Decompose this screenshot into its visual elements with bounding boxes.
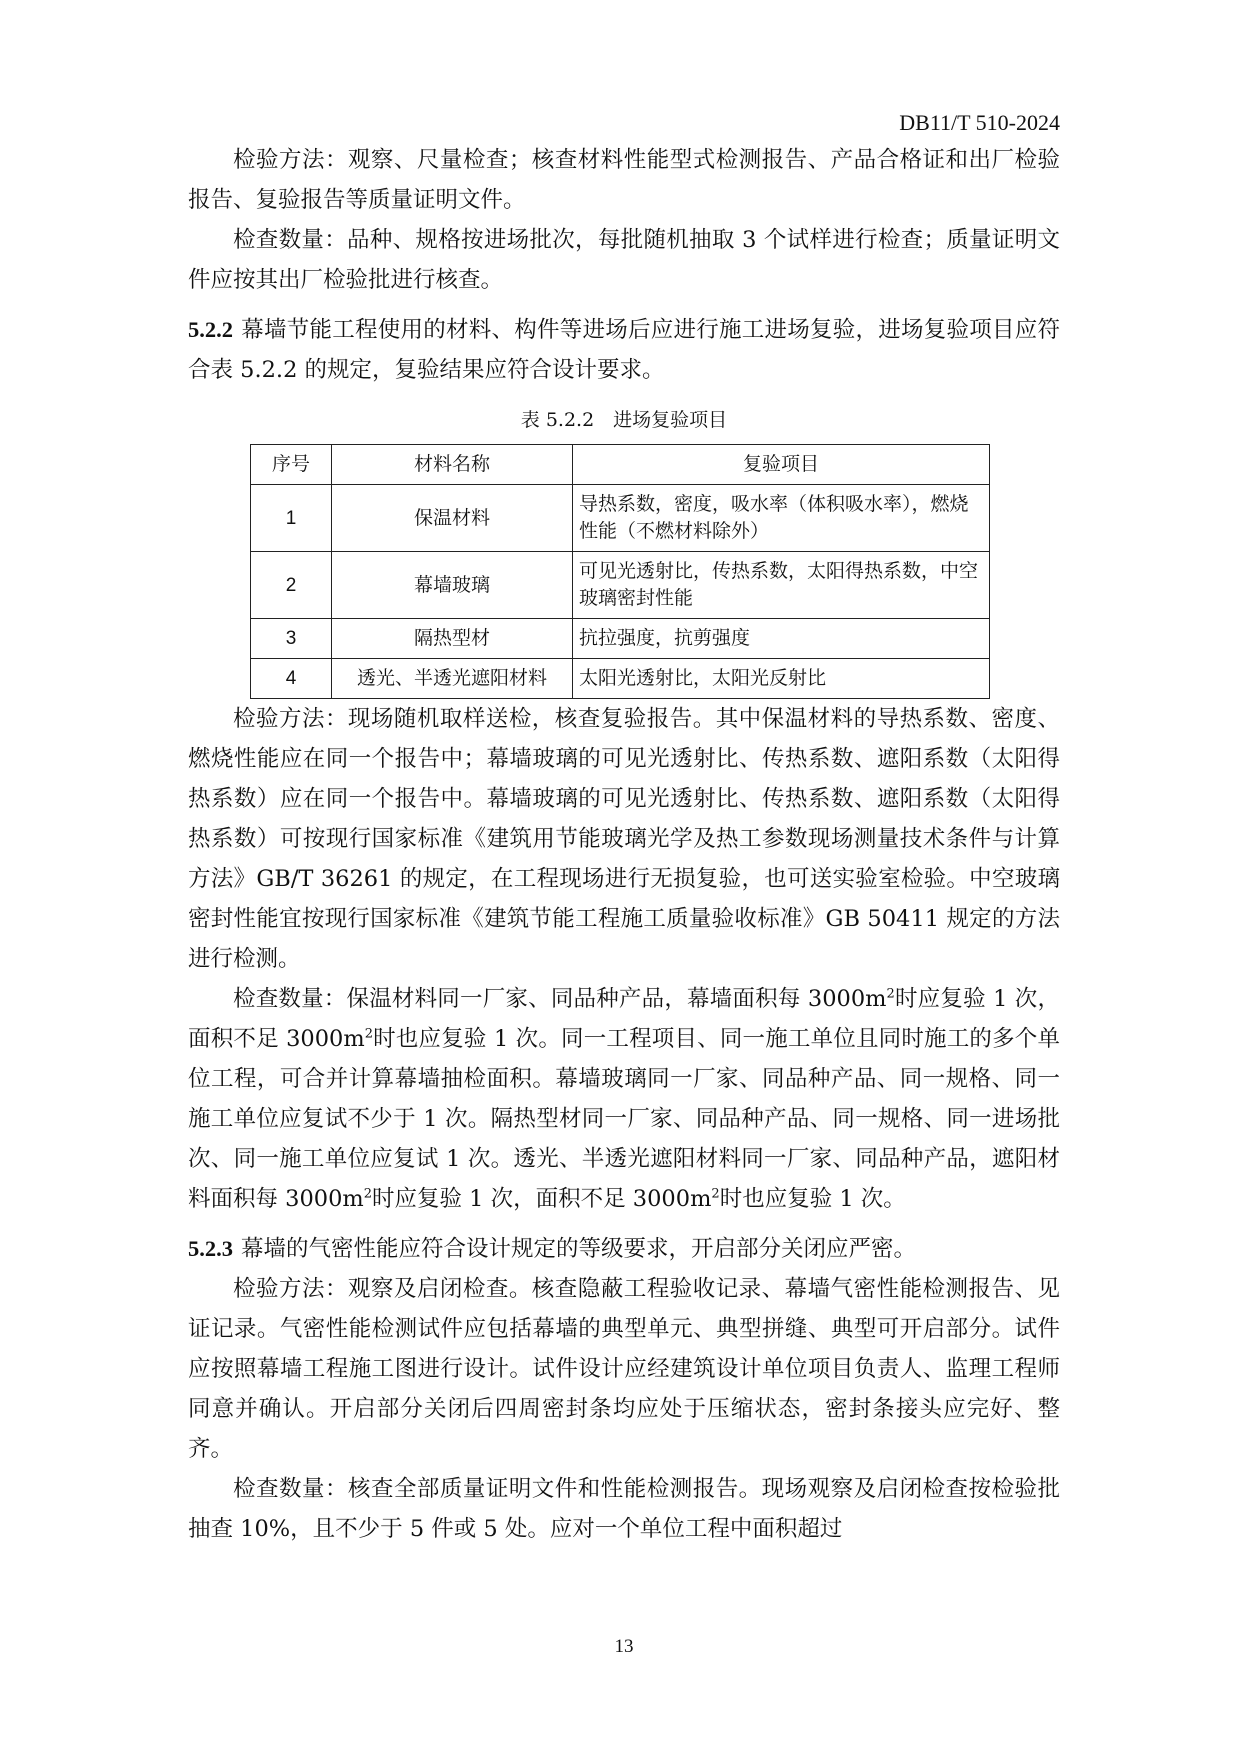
inspection-quantity-paragraph: 检查数量：品种、规格按进场批次，每批随机抽取 3 个试样进行检查；质量证明文件应按其出厂检验批进行核查。 <box>188 227 1060 293</box>
cell-no: 3 <box>251 619 332 659</box>
quantity-text: 时应复验 1 次，面积不足 3000m <box>188 986 1060 1052</box>
retest-items-table <box>250 444 990 699</box>
cell-material: 隔热型材 <box>332 619 573 659</box>
clause-text: 幕墙的气密性能应符合设计规定的等级要求，开启部分关闭应严密。 <box>241 1236 917 1262</box>
inspection-method-paragraph: 检验方法：观察及启闭检查。核查隐蔽工程验收记录、幕墙气密性能检测报告、见证记录。气密性能检测试件应包括幕墙的典型单元、典型拼缝、典型可开启部分。试件应按照幕墙工程施工图进行设计。试件设计应经建筑设计单位项目负责人、监理工程师同意并确认。开启部分关闭后四周密封条均应处于压缩状态，密封条接头应完好、整齐。 <box>188 1276 1060 1462</box>
cell-material: 保温材料 <box>332 485 573 552</box>
clause-5-2-2 <box>188 310 1060 390</box>
header-material: 材料名称 <box>332 445 573 485</box>
cell-material: 透光、半透光遮阳材料 <box>332 659 573 699</box>
table-caption: 表 5.2.2 进场复验项目 <box>520 409 728 431</box>
cell-items: 导热系数，密度，吸水率（体积吸水率），燃烧性能（不燃材料除外） <box>573 485 990 552</box>
cell-no: 4 <box>251 659 332 699</box>
inspection-method-paragraph: 检验方法：现场随机取样送检，核查复验报告。其中保温材料的导热系数、密度、燃烧性能应在同一个报告中；幕墙玻璃的可见光透射比、传热系数、遮阳系数（太阳得热系数）应在同一个报告中。幕墙玻璃的可见光透射比、传热系数、遮阳系数（太阳得热系数）可按现行国家标准《建筑用节能玻璃光学及热工参数现场测量技术条件与计算方法》GB/T 36261 的规定，在工程现场进行无损复验，也可送实验室检验。中空玻璃密封性能宜按现行国家标准《建筑节能工程施工质量验收标准》GB 50411 规定的方法进行检测。 <box>188 706 1060 972</box>
clause-number: 5.2.3 <box>188 1236 233 1261</box>
cell-items: 太阳光透射比，太阳光反射比 <box>573 659 990 699</box>
clause-5-2-3 <box>188 1229 1060 1269</box>
inspection-quantity-paragraph <box>188 979 1060 1219</box>
cell-material: 幕墙玻璃 <box>332 552 573 619</box>
cell-no: 1 <box>251 485 332 552</box>
cell-items: 抗拉强度，抗剪强度 <box>573 619 990 659</box>
inspection-quantity-paragraph: 检查数量：核查全部质量证明文件和性能检测报告。现场观察及启闭检查按检验批抽查 10%，且不少于 5 件或 5 处。应对一个单位工程中面积超过 <box>188 1476 1060 1542</box>
superscript: 2 <box>711 1186 720 1202</box>
table-header-row <box>251 445 990 485</box>
cell-items: 可见光透射比，传热系数，太阳得热系数，中空玻璃密封性能 <box>573 552 990 619</box>
superscript: 2 <box>886 986 895 1002</box>
table-row <box>251 659 990 699</box>
table-row <box>251 485 990 552</box>
body-text <box>188 140 1060 1549</box>
inspection-method-paragraph: 检验方法：观察、尺量检查；核查材料性能型式检测报告、产品合格证和出厂检验报告、复验报告等质量证明文件。 <box>188 147 1060 213</box>
document-code-header: DB11/T 510-2024 <box>899 110 1060 135</box>
table-row <box>251 552 990 619</box>
cell-no: 2 <box>251 552 332 619</box>
clause-number: 5.2.2 <box>188 317 233 342</box>
quantity-text: 时也应复验 1 次。同一工程项目、同一施工单位且同时施工的多个单位工程，可合并计算幕墙抽检面积。幕墙玻璃同一厂家、同品种产品、同一规格、同一施工单位应复试不少于 1 次。隔热型材同一厂家、同品种产品、同一规格、同一进场批次、同一施工单位应复试 1 次。透光、半透光遮阳材料同一厂家、同品种产品，遮阳材料面积每 3000m <box>188 1026 1060 1212</box>
header-no: 序号 <box>251 445 332 485</box>
quantity-text: 时也应复验 1 次。 <box>719 1186 906 1212</box>
page-number: 13 <box>614 1636 634 1657</box>
quantity-text: 时应复验 1 次，面积不足 3000m <box>372 1186 712 1212</box>
superscript: 2 <box>364 1026 373 1042</box>
clause-text: 幕墙节能工程使用的材料、构件等进场后应进行施工进场复验，进场复验项目应符合表 5.2.2 的规定，复验结果应符合设计要求。 <box>188 317 1060 383</box>
table-row <box>251 619 990 659</box>
header-items: 复验项目 <box>573 445 990 485</box>
quantity-text: 检查数量：保温材料同一厂家、同品种产品，幕墙面积每 3000m <box>233 986 887 1012</box>
superscript: 2 <box>363 1186 373 1202</box>
